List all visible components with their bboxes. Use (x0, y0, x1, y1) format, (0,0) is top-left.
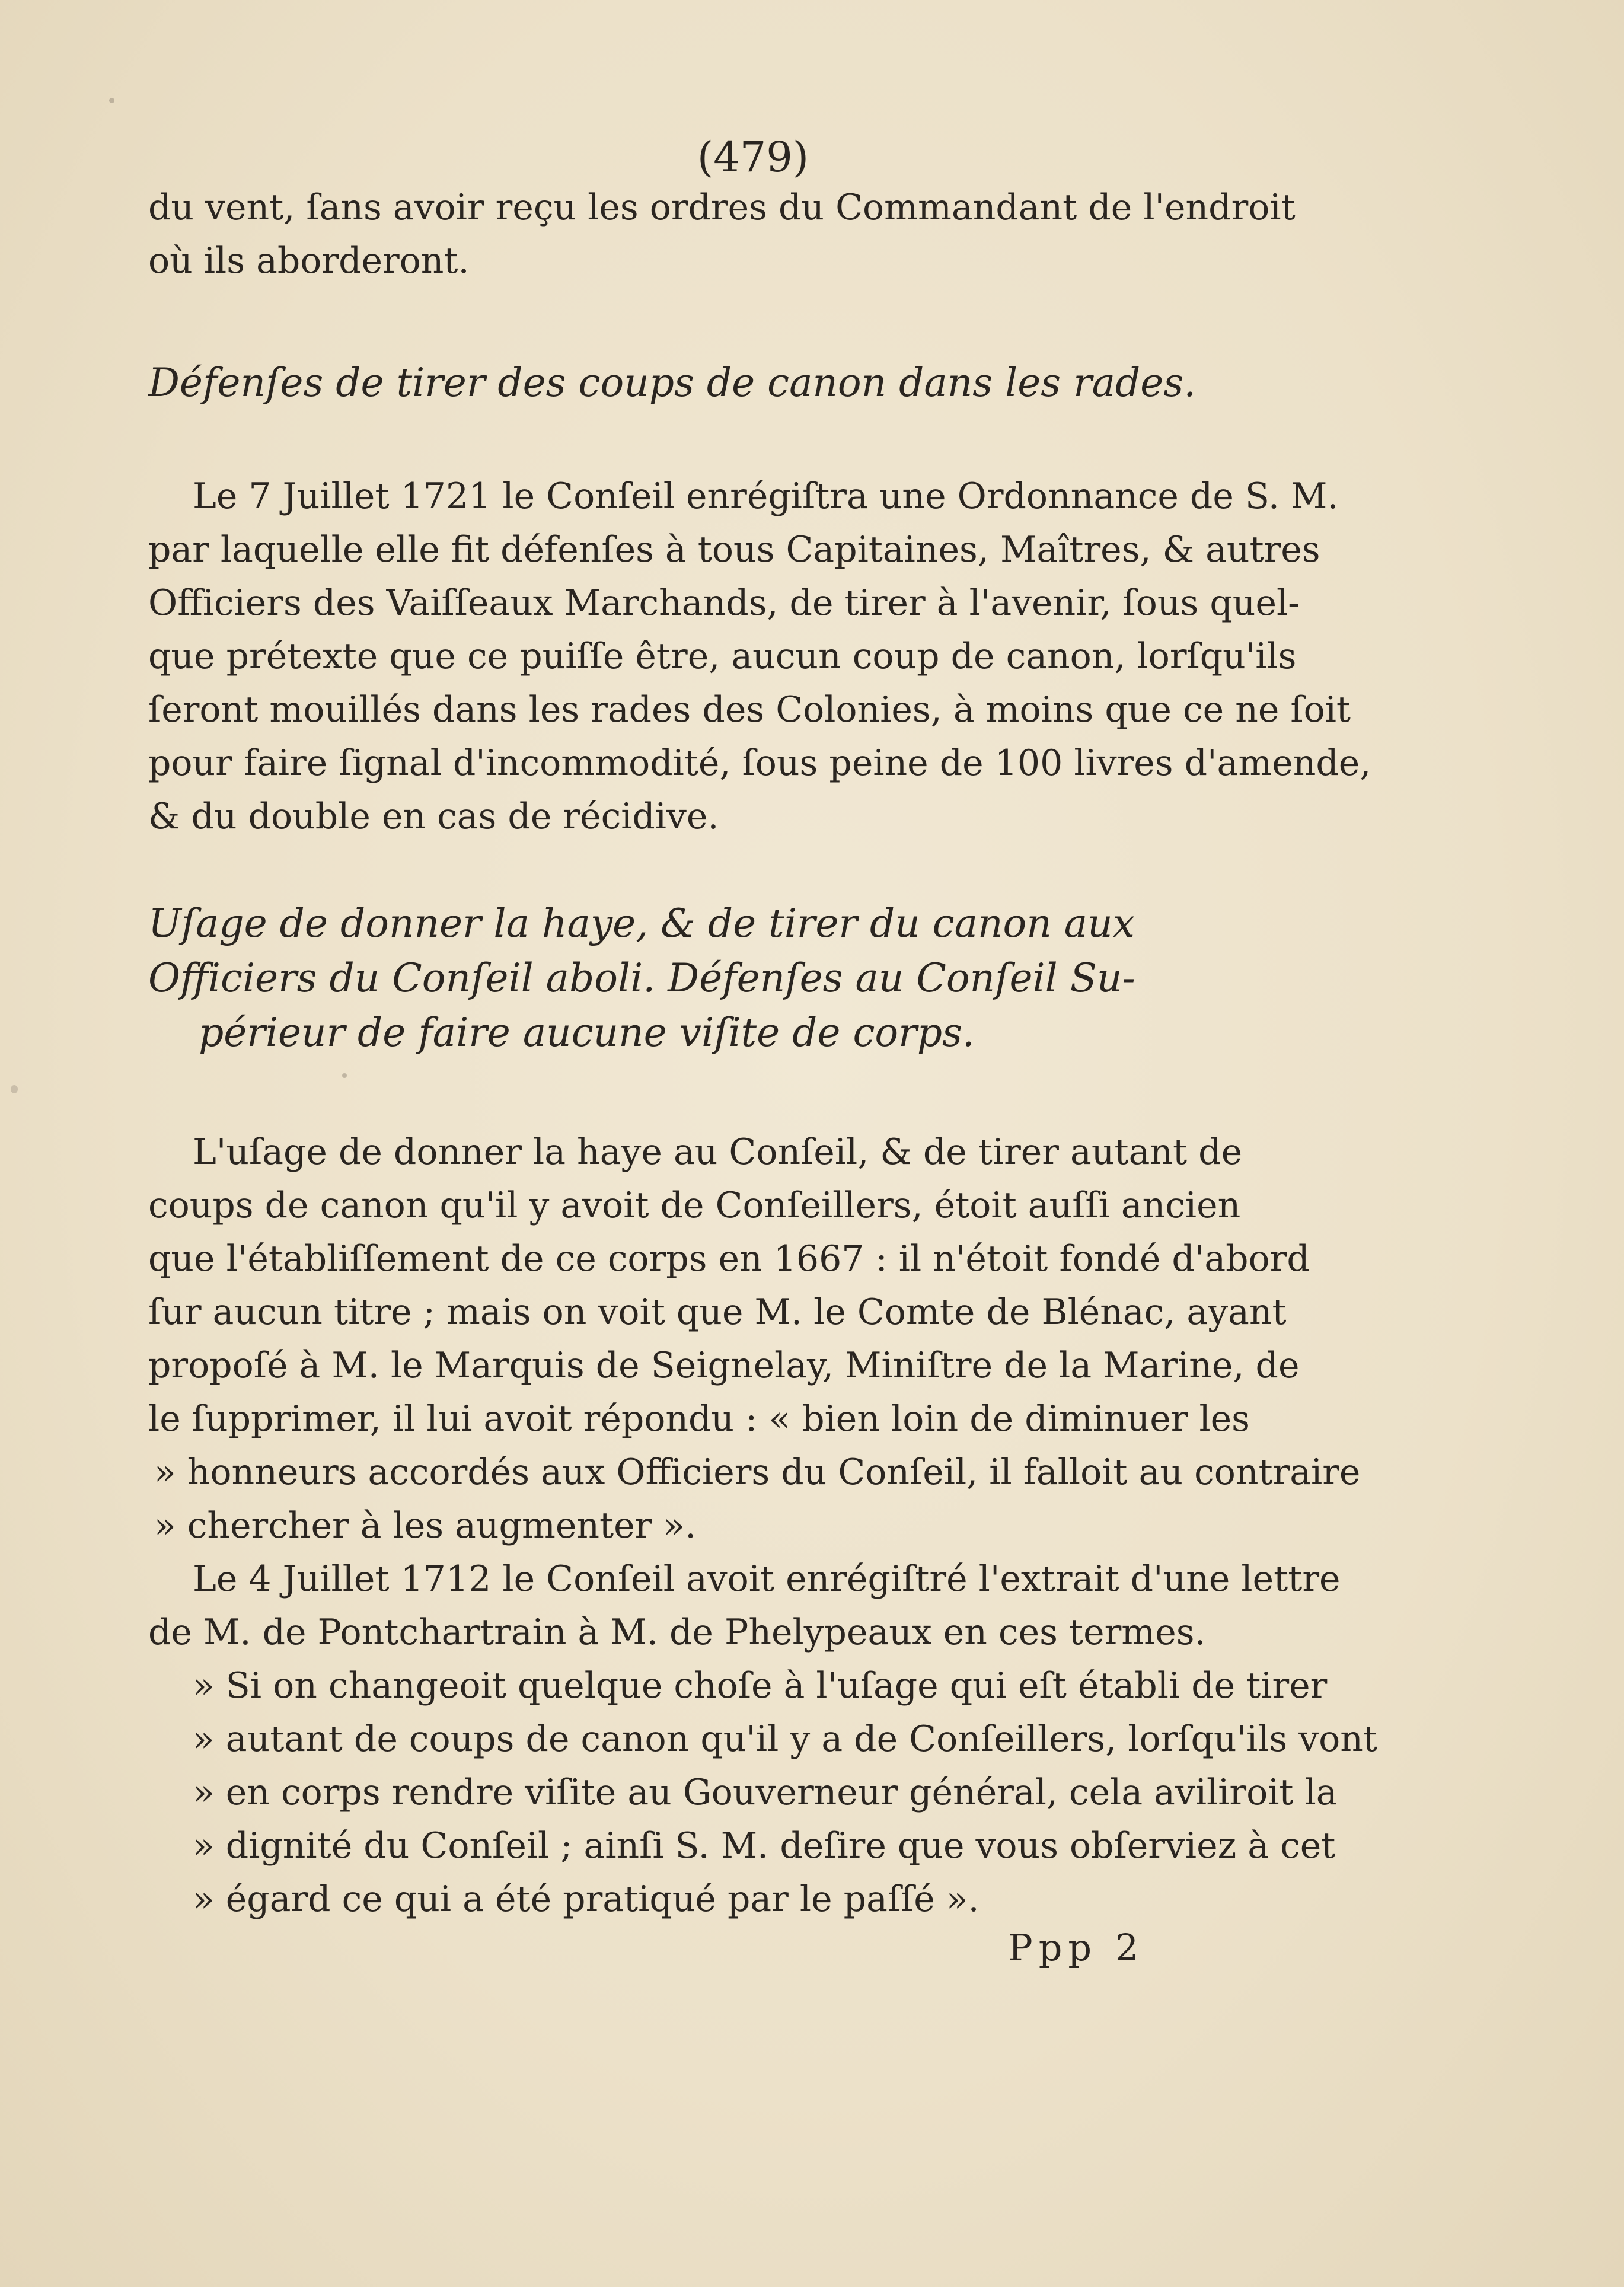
page-number: (479) (697, 133, 809, 181)
text-line: coups de canon qu'il y avoit de Conſeillers, étoit auſſi ancien (148, 1185, 1241, 1226)
text-line: Le 4 Juillet 1712 le Conſeil avoit enrégiſtré l'extrait d'une lettre (193, 1558, 1341, 1600)
text-block (148, 133, 1378, 1926)
heading-line: périeur de faire aucune viſite de corps. (199, 1010, 975, 1055)
section-heading: Défenſes de tirer des coups de canon dans les rades. (148, 360, 1197, 406)
paragraph-2 (148, 470, 1371, 843)
signature-mark: Ppp 2 (1008, 1926, 1145, 1969)
paper-stain (109, 98, 114, 103)
paragraph-1 (148, 181, 1334, 288)
text-line: propoſé à M. le Marquis de Seignelay, Miniſtre de la Marine, de (148, 1345, 1300, 1386)
text-line: » égard ce qui a été pratiqué par le paſſé ». (193, 1878, 979, 1920)
text-line: ſur aucun titre ; mais on voit que M. le Comte de Blénac, ayant (148, 1291, 1287, 1333)
section-heading-2 (148, 897, 1334, 1060)
text-line: » en corps rendre viſite au Gouverneur général, cela aviliroit la (193, 1772, 1338, 1813)
text-line: » honneurs accordés aux Officiers du Conſeil, il falloit au contraire (154, 1452, 1361, 1493)
text-line: de M. de Pontchartrain à M. de Phelypeaux en ces termes. (148, 1612, 1206, 1653)
heading-line: Uſage de donner la haye, & de tirer du canon aux (148, 901, 1135, 946)
text-line: que l'établiſſement de ce corps en 1667 : il n'étoit fondé d'abord (148, 1238, 1310, 1280)
paragraph-4 (148, 1552, 1341, 1659)
text-line: du vent, ſans avoir reçu les ordres du Commandant de l'endroit (148, 187, 1296, 228)
text-line: ſeront mouillés dans les rades des Colonies, à moins que ce ne ſoit (148, 689, 1351, 731)
text-line: » Si on changeoit quelque choſe à l'uſage qui eſt établi de tirer (193, 1665, 1328, 1707)
text-line: & du double en cas de récidive. (148, 796, 719, 837)
text-line: » autant de coups de canon qu'il y a de Conſeillers, lorſqu'ils vont (193, 1718, 1378, 1760)
text-line: L'uſage de donner la haye au Conſeil, & de tirer autant de (193, 1131, 1243, 1173)
paper-stain (11, 1085, 18, 1093)
text-line: Le 7 Juillet 1721 le Conſeil enrégiſtra une Ordonnance de S. M. (193, 476, 1339, 517)
text-line: » chercher à les augmenter ». (154, 1505, 697, 1546)
text-line: le ſupprimer, il lui avoit répondu : « bien loin de diminuer les (148, 1398, 1250, 1440)
text-line: pour faire ſignal d'incommodité, ſous peine de 100 livres d'amende, (148, 742, 1371, 784)
text-line: Officiers des Vaiſſeaux Marchands, de tirer à l'avenir, ſous quel- (148, 582, 1300, 624)
text-line: que prétexte que ce puiſſe être, aucun coup de canon, lorſqu'ils (148, 636, 1297, 677)
text-line: par laquelle elle fit défenſes à tous Capitaines, Maîtres, & autres (148, 529, 1320, 570)
text-line: » dignité du Conſeil ; ainſi S. M. deſire que vous obſerviez à cet (193, 1825, 1336, 1867)
paragraph-5 (148, 1659, 1378, 1926)
paragraph-3 (148, 1125, 1361, 1552)
text-line: où ils aborderont. (148, 240, 470, 282)
heading-line: Officiers du Conſeil aboli. Défenſes au Conſeil Su- (148, 955, 1135, 1001)
